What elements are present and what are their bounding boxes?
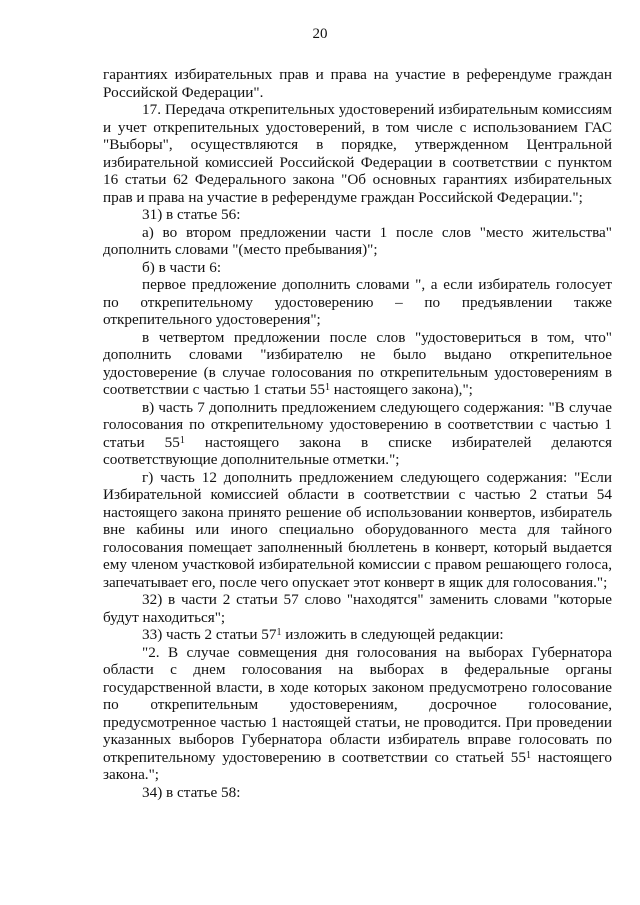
paragraph — [103, 276, 612, 329]
paragraph — [103, 626, 612, 644]
page-number: 20 — [312, 26, 328, 42]
paragraph-text: гарантиях избирательных прав и права на участие в референдуме граждан Российской Федерации". — [103, 66, 612, 101]
paragraph-text: первое предложение дополнить словами ", а если избиратель голосует по открепительному удостоверению – по предъявлении также открепительного удостоверения"; — [103, 276, 612, 328]
paragraph — [103, 259, 612, 277]
paragraph — [103, 329, 612, 399]
paragraph-text: настоящего закона в списке избирателей делаются соответствующие дополнительные отметки."; — [103, 433, 612, 468]
paragraph-text: б) в части 6: — [142, 258, 222, 276]
document-body — [103, 66, 612, 801]
paragraph-text: настоящего закона."; — [103, 748, 612, 783]
paragraph-text: г) часть 12 дополнить предложением следующего содержания: "Если Избирательной комиссией области в соответствии с частью 2 статьи 54 настоящего закона принято решение об использовании конвертов, избиратель вне кабины или иного специально оборудованного места для тайного голосования помещает заполненный бюллетень в конверт, который выдается ему членом участковой избирательной комиссии с правом решающего голоса, запечатывает его, после чего опускает этот конверт в ящик для голосования."; — [103, 468, 612, 591]
paragraph-text: а) во втором предложении части 1 после слов "место жительства" дополнить словами "(место пребывания)"; — [103, 223, 612, 258]
paragraph — [103, 66, 612, 101]
paragraph-text: 31) в статье 56: — [142, 206, 241, 223]
paragraph — [103, 224, 612, 259]
superscript: 1 — [276, 627, 282, 638]
paragraph — [103, 644, 612, 784]
superscript: 1 — [179, 434, 185, 446]
paragraph — [103, 206, 612, 224]
superscript: 1 — [525, 749, 531, 761]
paragraph — [103, 399, 612, 469]
superscript: 1 — [324, 382, 330, 393]
paragraph — [103, 784, 612, 802]
paragraph-text: изложить в следующей редакции: — [281, 626, 504, 643]
paragraph-text: 33) часть 2 статьи 57 — [142, 626, 277, 643]
paragraph-text: 32) в части 2 статьи 57 слово "находятся" заменить словами "которые будут находиться"; — [103, 591, 612, 626]
paragraph — [103, 591, 612, 626]
paragraph-text: "2. В случае совмещения дня голосования на выборах Губернатора области с днем голосования на выборах в федеральные органы государственной власти, в ходе которых законом предусмотрено голосование по открепительным удостоверениям, досрочное голосование, предусмотренное частью 1 настоящей статьи, не проводится. При проведении указанных выборов Губернатора области избиратель вправе голосовать по открепительному удостоверению в соответствии со статьей 55 — [103, 643, 612, 766]
paragraph-text: настоящего закона),"; — [329, 381, 473, 398]
paragraph-text: 34) в статье 58: — [142, 783, 241, 801]
paragraph-text: в) часть 7 дополнить предложением следующего содержания: "В случае голосования по открепительному удостоверению в соответствии с частью 1 статьи 55 — [103, 398, 612, 451]
paragraph-text: 17. Передача открепительных удостоверений избирательным комиссиям и учет открепительных удостоверений, в том числе с использованием ГАС "Выборы", осуществляются в порядке, утвержденном Центральной избирательной комиссией Российской Федерации в соответствии с пунктом 16 статьи 62 Федерального закона "Об основных гарантиях избирательных прав и права на участие в референдуме граждан Российской Федерации."; — [103, 101, 612, 206]
paragraph — [103, 101, 612, 206]
paragraph — [103, 469, 612, 592]
paragraph-text: в четвертом предложении после слов "удостовериться в том, что" дополнить словами "избирателю не было выдано открепительное удостоверение (в случае голосования по открепительным удостоверениям в соответствии с частью 1 статьи 55 — [103, 328, 612, 398]
